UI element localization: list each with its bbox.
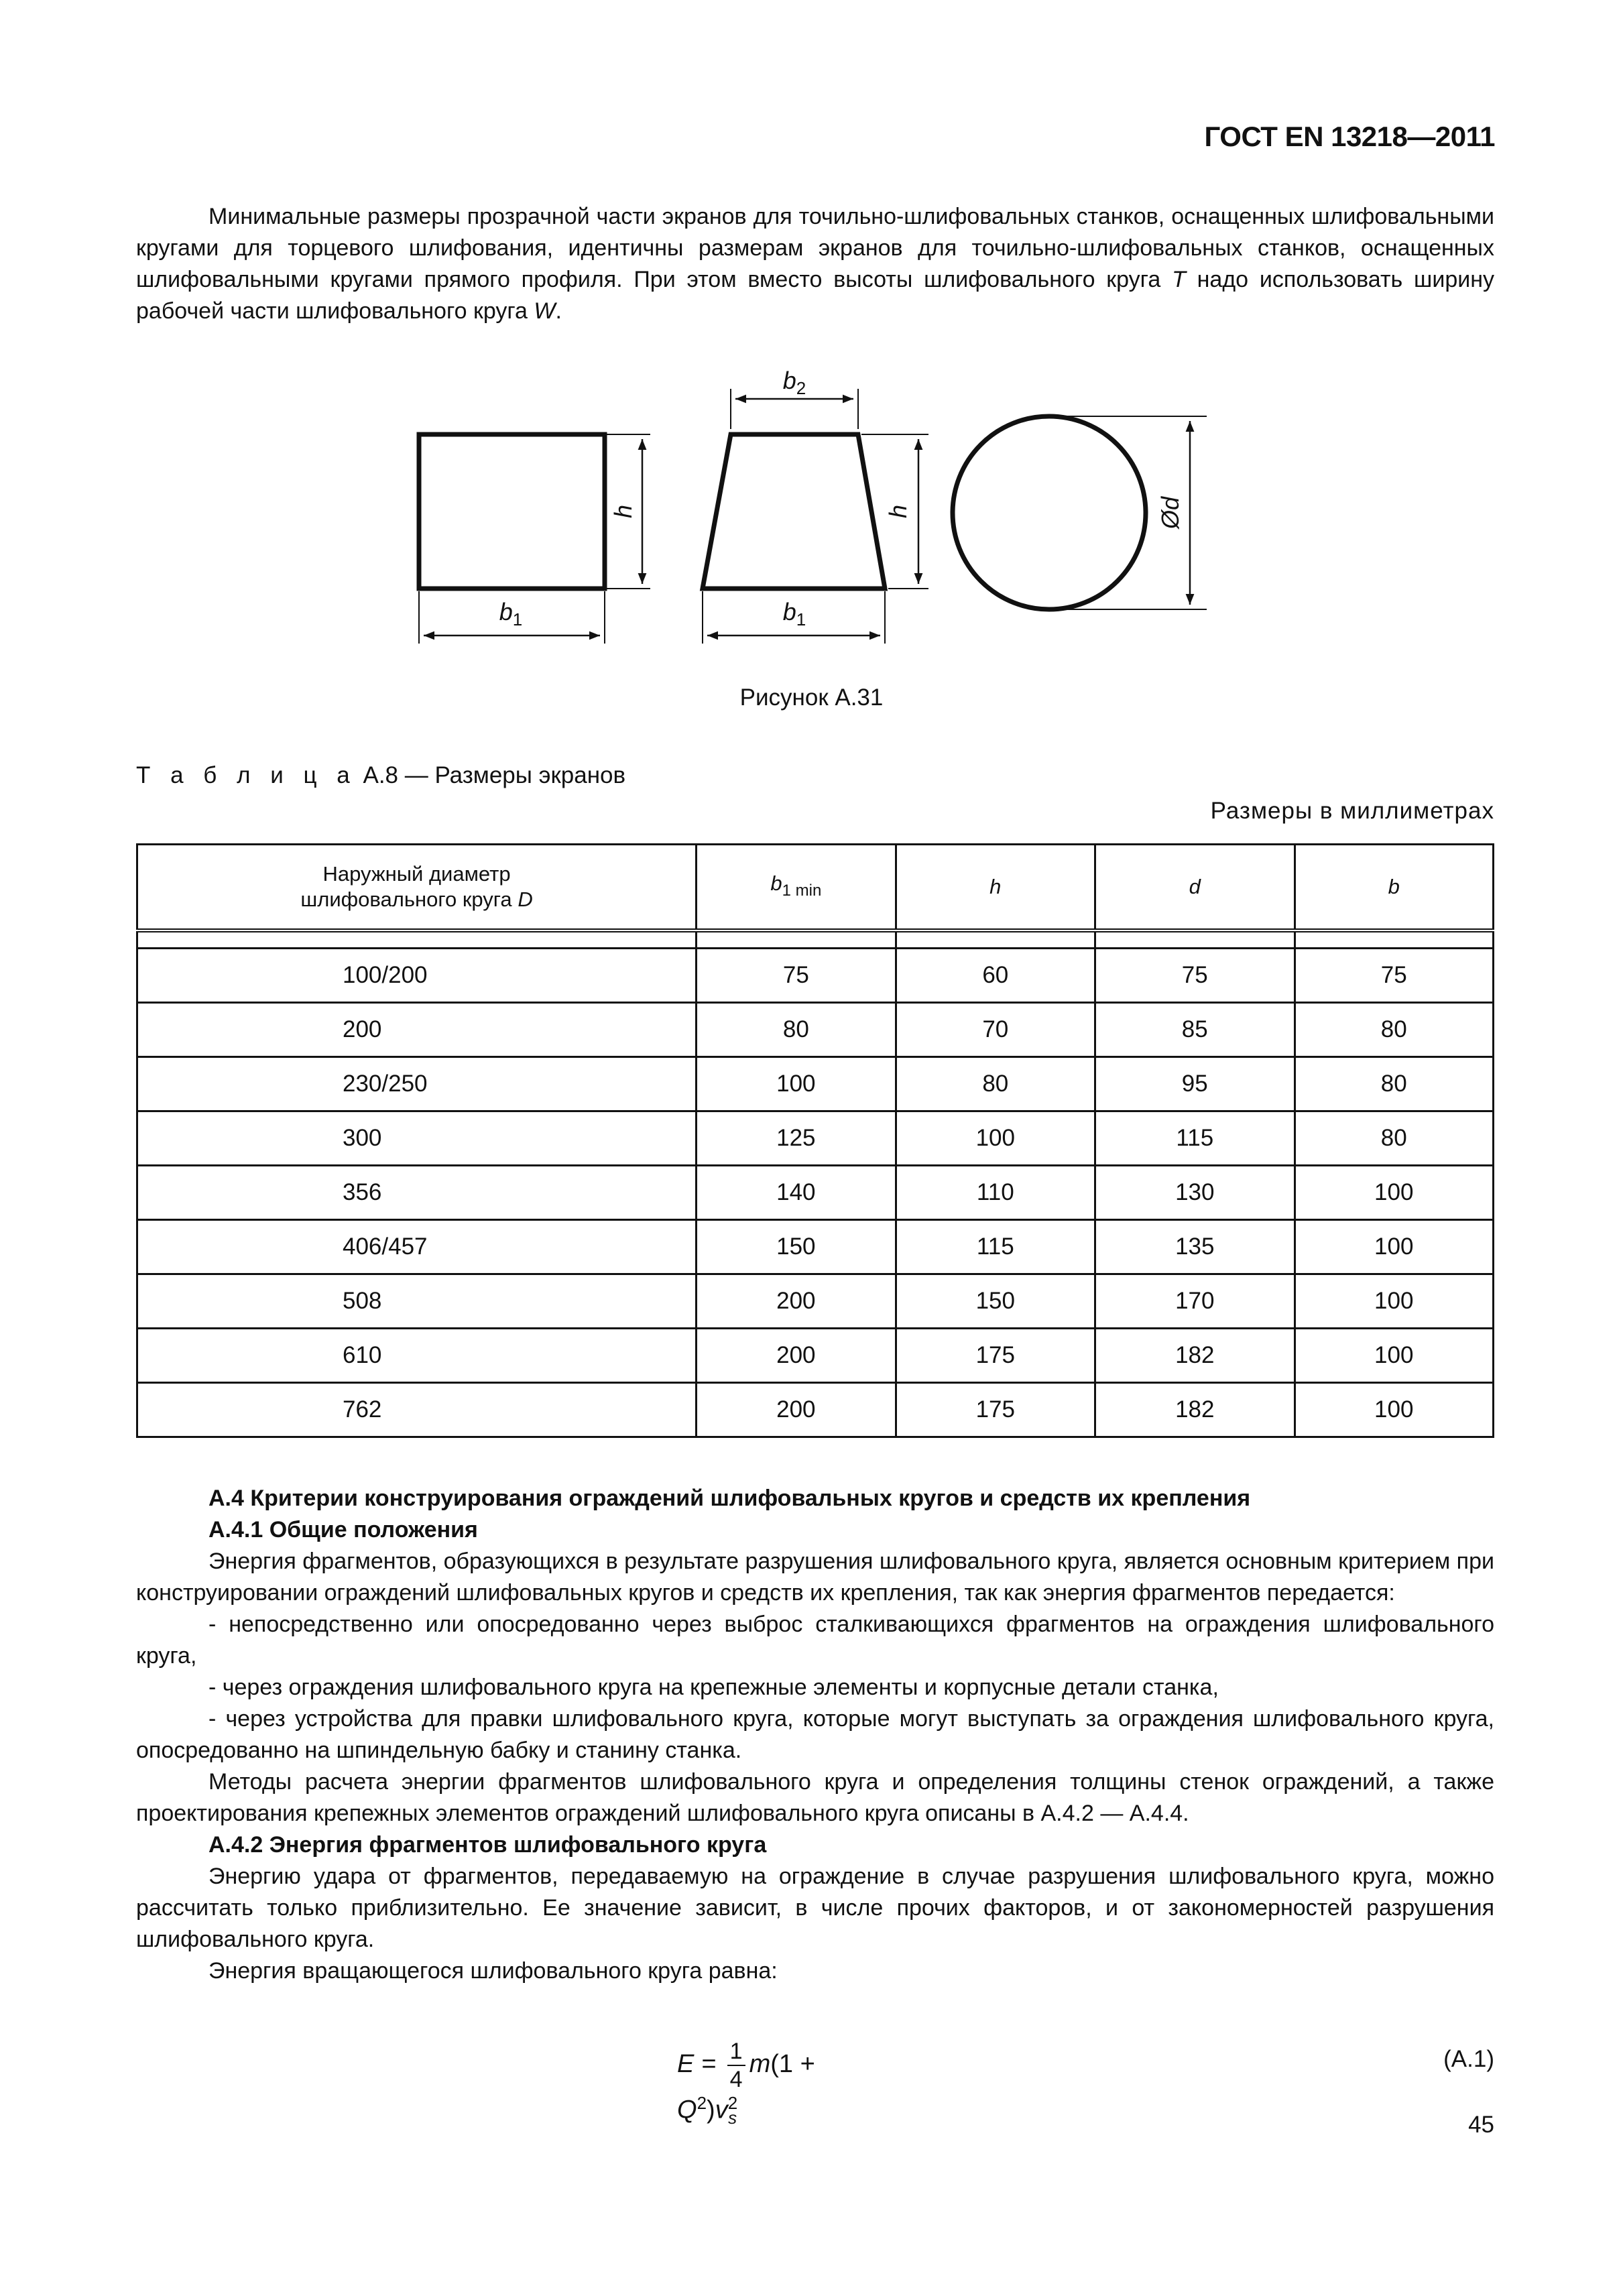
figure-a31 — [0, 362, 1623, 664]
table-title — [136, 762, 625, 789]
table-row — [137, 1166, 1494, 1220]
formula-fraction — [727, 2038, 745, 2093]
header-col2-sub: 1 min — [782, 881, 822, 900]
bullet-1 — [136, 1609, 1494, 1672]
cell-value: 130 — [1095, 1166, 1295, 1220]
bullet-2-text: - через ограждения шлифовального круга на крепежные элементы и корпусные детали станка, — [208, 1675, 1219, 1700]
rectangle-screen-shape — [419, 434, 605, 589]
document-code: ГОСТ EN 13218—2011 — [1204, 121, 1495, 152]
header-b — [1295, 845, 1494, 931]
cell-value: 75 — [697, 949, 896, 1003]
circle-screen-shape — [953, 416, 1146, 609]
cell-value: 100 — [1295, 1329, 1494, 1383]
intro-var-t: T — [1172, 267, 1186, 292]
section-a4-heading — [136, 1483, 1494, 1514]
table-row — [137, 1383, 1494, 1437]
cell-value: 60 — [896, 949, 1095, 1003]
section-a42-heading — [136, 1829, 1494, 1861]
formula-m: m — [749, 2050, 771, 2079]
screen-dimensions-table — [136, 843, 1494, 1438]
cell-value: 182 — [1095, 1383, 1295, 1437]
header-col4-text: d — [1189, 875, 1201, 898]
formula-denominator: 4 — [729, 2067, 743, 2092]
table-title-rest: А.8 — Размеры экранов — [363, 762, 626, 788]
table-units: Размеры в миллиметрах — [1210, 798, 1494, 824]
figure-caption: Рисунок А.31 — [739, 684, 884, 711]
table-row — [137, 1329, 1494, 1383]
cell-diameter: 406/457 — [137, 1220, 697, 1274]
heading-a4: А.4 Критерии конструирования ограждений шлифовальных кругов и средств их крепления — [208, 1486, 1251, 1511]
bullet-2 — [136, 1672, 1494, 1703]
cell-value: 80 — [1295, 1057, 1494, 1111]
paragraph-2-text: Методы расчета энергии фрагментов шлифовального круга и определения толщины стенок ограждений, а также проектирования крепежных элементов ограждений шлифовального круга описаны в А.4.2 — А.4.4. — [136, 1769, 1494, 1826]
cell-diameter: 356 — [137, 1166, 697, 1220]
cell-value: 100 — [697, 1057, 896, 1111]
heading-a41: А.4.1 Общие положения — [208, 1517, 478, 1543]
paragraph-4 — [136, 1955, 1494, 1987]
cell-value: 115 — [1095, 1111, 1295, 1166]
table-row — [137, 1111, 1494, 1166]
paragraph-3 — [136, 1861, 1494, 1955]
cell-value: 182 — [1095, 1329, 1295, 1383]
cell-value: 115 — [896, 1220, 1095, 1274]
header-b1-min — [697, 845, 896, 931]
label-b1-left: $b_1$ — [499, 598, 523, 629]
cell-value: 70 — [896, 1003, 1095, 1057]
cell-value: 125 — [697, 1111, 896, 1166]
table-row — [137, 1220, 1494, 1274]
bullet-3 — [136, 1703, 1494, 1766]
cell-diameter: 200 — [137, 1003, 697, 1057]
intro-text-a: Минимальные размеры прозрачной части экранов для точильно-шлифовальных станков, оснащенных шлифовальными кругами для торцевого шлифования, идентичны размерам экранов для точильно-шлифовальных станков, оснащенных шлифовальными кругами прямого профиля. При этом вместо высоты шлифовального круга — [136, 204, 1494, 292]
formula-v: v — [715, 2096, 728, 2124]
cell-diameter: 508 — [137, 1274, 697, 1329]
cell-value: 175 — [896, 1383, 1095, 1437]
bullet-1-text: - непосредственно или опосредованно через выброс сталкивающихся фрагментов на ограждения шлифовального круга, — [136, 1612, 1494, 1669]
header-h — [896, 845, 1095, 931]
paragraph-2 — [136, 1766, 1494, 1829]
label-b2: $b_2$ — [782, 367, 806, 398]
paragraph-4-text: Энергия вращающегося шлифовального круга равна: — [208, 1958, 778, 1984]
cell-value: 80 — [896, 1057, 1095, 1111]
section-a4 — [136, 1483, 1494, 1987]
formula-numerator: 1 — [727, 2038, 745, 2066]
header-outer-diameter — [137, 845, 697, 931]
table-title-prefix: Т а б л и ц а — [136, 762, 357, 788]
cell-value: 95 — [1095, 1057, 1295, 1111]
bullet-3-text: - через устройства для правки шлифовального круга, которые могут выступать за ограждения шлифовального круга, опосредованно на шпиндельную бабку и станину станка. — [136, 1706, 1494, 1763]
section-a41-heading — [136, 1514, 1494, 1546]
cell-diameter: 610 — [137, 1329, 697, 1383]
cell-value: 140 — [697, 1166, 896, 1220]
formula-q: Q — [677, 2096, 697, 2124]
intro-text-c: . — [555, 298, 562, 324]
cell-value: 80 — [697, 1003, 896, 1057]
cell-value: 170 — [1095, 1274, 1295, 1329]
formula-v-exp: 2 — [727, 2093, 738, 2113]
header-col5-text: b — [1388, 875, 1400, 898]
cell-value: 150 — [896, 1274, 1095, 1329]
table-row — [137, 1057, 1494, 1111]
header-col1-var: D — [518, 888, 533, 911]
label-h-mid: h — [884, 504, 912, 519]
intro-paragraph — [136, 201, 1494, 327]
cell-value: 75 — [1295, 949, 1494, 1003]
cell-value: 100 — [1295, 1220, 1494, 1274]
header-col3-text: h — [989, 875, 1002, 898]
paragraph-3-text: Энергию удара от фрагментов, передаваемую на ограждение в случае разрушения шлифовального круга, можно рассчитать только приблизительно. Ее значение зависит, в числе прочих факторов, и от закономерностей разрушения шлифовального круга. — [136, 1864, 1494, 1952]
cell-value: 80 — [1295, 1111, 1494, 1166]
cell-value: 100 — [1295, 1274, 1494, 1329]
heading-a42: А.4.2 Энергия фрагментов шлифовального круга — [208, 1832, 767, 1858]
cell-value: 110 — [896, 1166, 1095, 1220]
table-row — [137, 1003, 1494, 1057]
label-d: Ød — [1156, 496, 1184, 530]
formula-a1 — [677, 2038, 882, 2128]
cell-value: 100 — [1295, 1383, 1494, 1437]
cell-value: 80 — [1295, 1003, 1494, 1057]
cell-value: 75 — [1095, 949, 1295, 1003]
header-col1-line2: шлифовального круга — [300, 888, 512, 911]
label-h-left: h — [609, 504, 637, 519]
header-col2-base: b — [770, 871, 782, 895]
cell-diameter: 762 — [137, 1383, 697, 1437]
paragraph-1 — [136, 1546, 1494, 1609]
table-row — [137, 1274, 1494, 1329]
trapezoid-screen-shape — [703, 434, 885, 589]
intro-text-b: надо использовать ширину рабочей части шлифовального круга — [136, 267, 1494, 324]
header-d — [1095, 845, 1295, 931]
formula-paren-open: (1 + — [770, 2050, 815, 2079]
cell-diameter: 230/250 — [137, 1057, 697, 1111]
cell-value: 200 — [697, 1329, 896, 1383]
header-col1-line1: Наружный диаметр — [322, 862, 511, 886]
table-row — [137, 949, 1494, 1003]
cell-value: 150 — [697, 1220, 896, 1274]
cell-value: 135 — [1095, 1220, 1295, 1274]
cell-value: 100 — [896, 1111, 1095, 1166]
formula-number: (А.1) — [1443, 2046, 1494, 2072]
cell-value: 100 — [1295, 1166, 1494, 1220]
cell-value: 85 — [1095, 1003, 1295, 1057]
formula-v-sub: s — [728, 2108, 737, 2128]
formula-paren-close: ) — [707, 2096, 715, 2124]
paragraph-1-text: Энергия фрагментов, образующихся в результате разрушения шлифовального круга, является основным критерием при конструировании ограждений шлифовальных кругов и средств их крепления, так как энергия фрагментов передается: — [136, 1549, 1494, 1606]
cell-diameter: 100/200 — [137, 949, 697, 1003]
formula-lhs: E = — [677, 2050, 717, 2079]
cell-value: 175 — [896, 1329, 1095, 1383]
cell-value: 200 — [697, 1274, 896, 1329]
cell-diameter: 300 — [137, 1111, 697, 1166]
cell-value: 200 — [697, 1383, 896, 1437]
intro-var-w: W — [534, 298, 556, 324]
label-b1-mid: $b_1$ — [782, 598, 806, 629]
page-number: 45 — [1468, 2112, 1494, 2138]
formula-q-exp: 2 — [697, 2093, 707, 2113]
